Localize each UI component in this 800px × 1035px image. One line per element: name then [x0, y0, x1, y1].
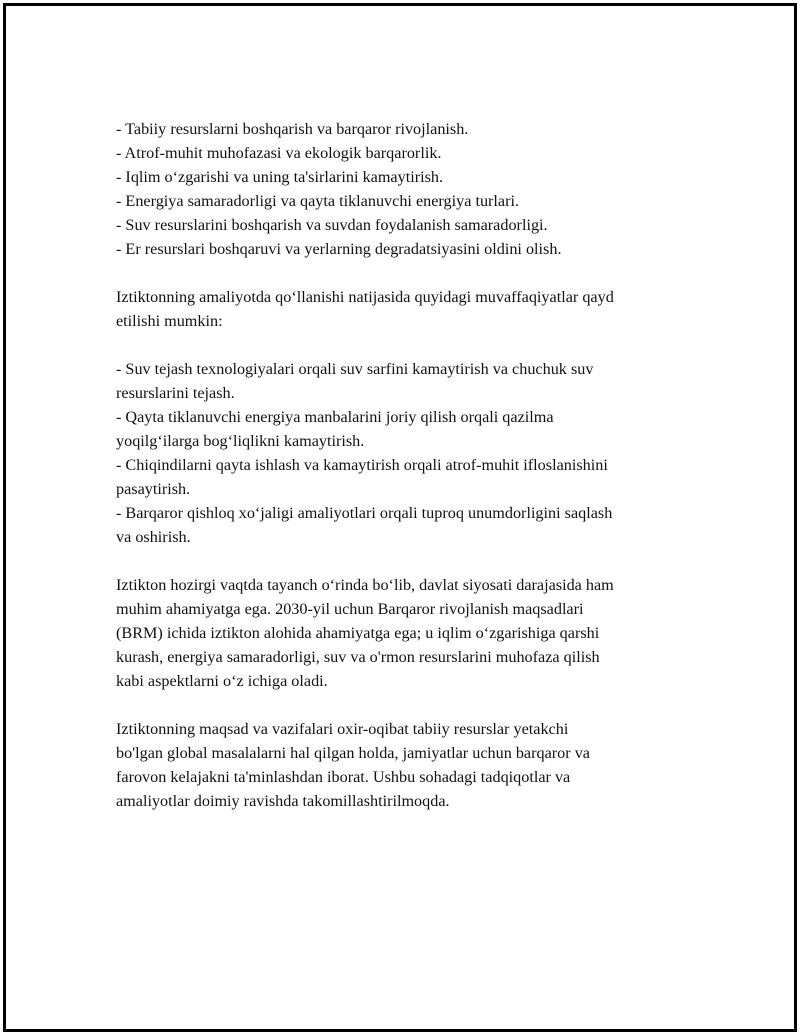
topics-list	[116, 117, 696, 261]
list-item-line: yoqilg‘ilarga bog‘liqlikni kamaytirish.	[116, 432, 365, 450]
list-item-line: pasaytirish.	[116, 480, 191, 498]
list-item-line: va oshirish.	[116, 528, 191, 546]
paragraph-line: bo'lgan global masalalarni hal qilgan holda, jamiyatlar uchun barqaror va	[116, 744, 590, 762]
list-item: - Energiya samaradorligi va qayta tiklanuvchi energiya turlari.	[116, 192, 520, 210]
paragraph-line: (BRM) ichida iztikton alohida ahamiyatga ega; u iqlim o‘zgarishiga qarshi	[116, 624, 600, 642]
list-item: - Suv resurslarini boshqarish va suvdan foydalanish samaradorligi.	[116, 216, 548, 234]
document-body	[116, 117, 696, 837]
list-item-line: resurslarini tejash.	[116, 384, 235, 402]
conclusion-paragraph	[116, 717, 696, 813]
list-item-line: - Barqaror qishloq xo‘jaligi amaliyotlari orqali tuproq unumdorligini saqlash	[116, 504, 613, 522]
paragraph-line: Iztiktonning amaliyotda qo‘llanishi natijasida quyidagi muvaffaqiyatlar qayd	[116, 288, 614, 306]
paragraph-line: kabi aspektlarni o‘z ichiga oladi.	[116, 672, 328, 690]
list-item-line: - Qayta tiklanuvchi energiya manbalarini joriy qilish orqali qazilma	[116, 408, 554, 426]
list-item: - Tabiiy resurslarni boshqarish va barqaror rivojlanish.	[116, 120, 469, 138]
paragraph-line: Iztikton hozirgi vaqtda tayanch o‘rinda bo‘lib, davlat siyosati darajasida ham	[116, 576, 614, 594]
list-item-line: - Chiqindilarni qayta ishlash va kamaytirish orqali atrof-muhit ifloslanishini	[116, 456, 608, 474]
achievements-list	[116, 357, 696, 549]
paragraph-line: farovon kelajakni ta'minlashdan iborat. Ushbu sohadagi tadqiqotlar va	[116, 768, 571, 786]
paragraph-line: etilishi mumkin:	[116, 312, 223, 330]
list-item: - Iqlim o‘zgarishi va uning ta'sirlarini kamaytirish.	[116, 168, 444, 186]
paragraph-line: muhim ahamiyatga ega. 2030-yil uchun Barqaror rivojlanish maqsadlari	[116, 600, 584, 618]
paragraph-line: amaliyotlar doimiy ravishda takomillashtirilmoqda.	[116, 792, 450, 810]
list-item: - Er resurslari boshqaruvi va yerlarning degradatsiyasini oldini olish.	[116, 240, 562, 258]
achievements-intro-paragraph	[116, 285, 696, 333]
paragraph-line: Iztiktonning maqsad va vazifalari oxir-oqibat tabiiy resurslar yetakchi	[116, 720, 569, 738]
paragraph-line: kurash, energiya samaradorligi, suv va o'rmon resurslarini muhofaza qilish	[116, 648, 600, 666]
list-item: - Atrof-muhit muhofazasi va ekologik barqarorlik.	[116, 144, 442, 162]
list-item-line: - Suv tejash texnologiyalari orqali suv sarfini kamaytirish va chuchuk suv	[116, 360, 594, 378]
policy-paragraph	[116, 573, 696, 693]
